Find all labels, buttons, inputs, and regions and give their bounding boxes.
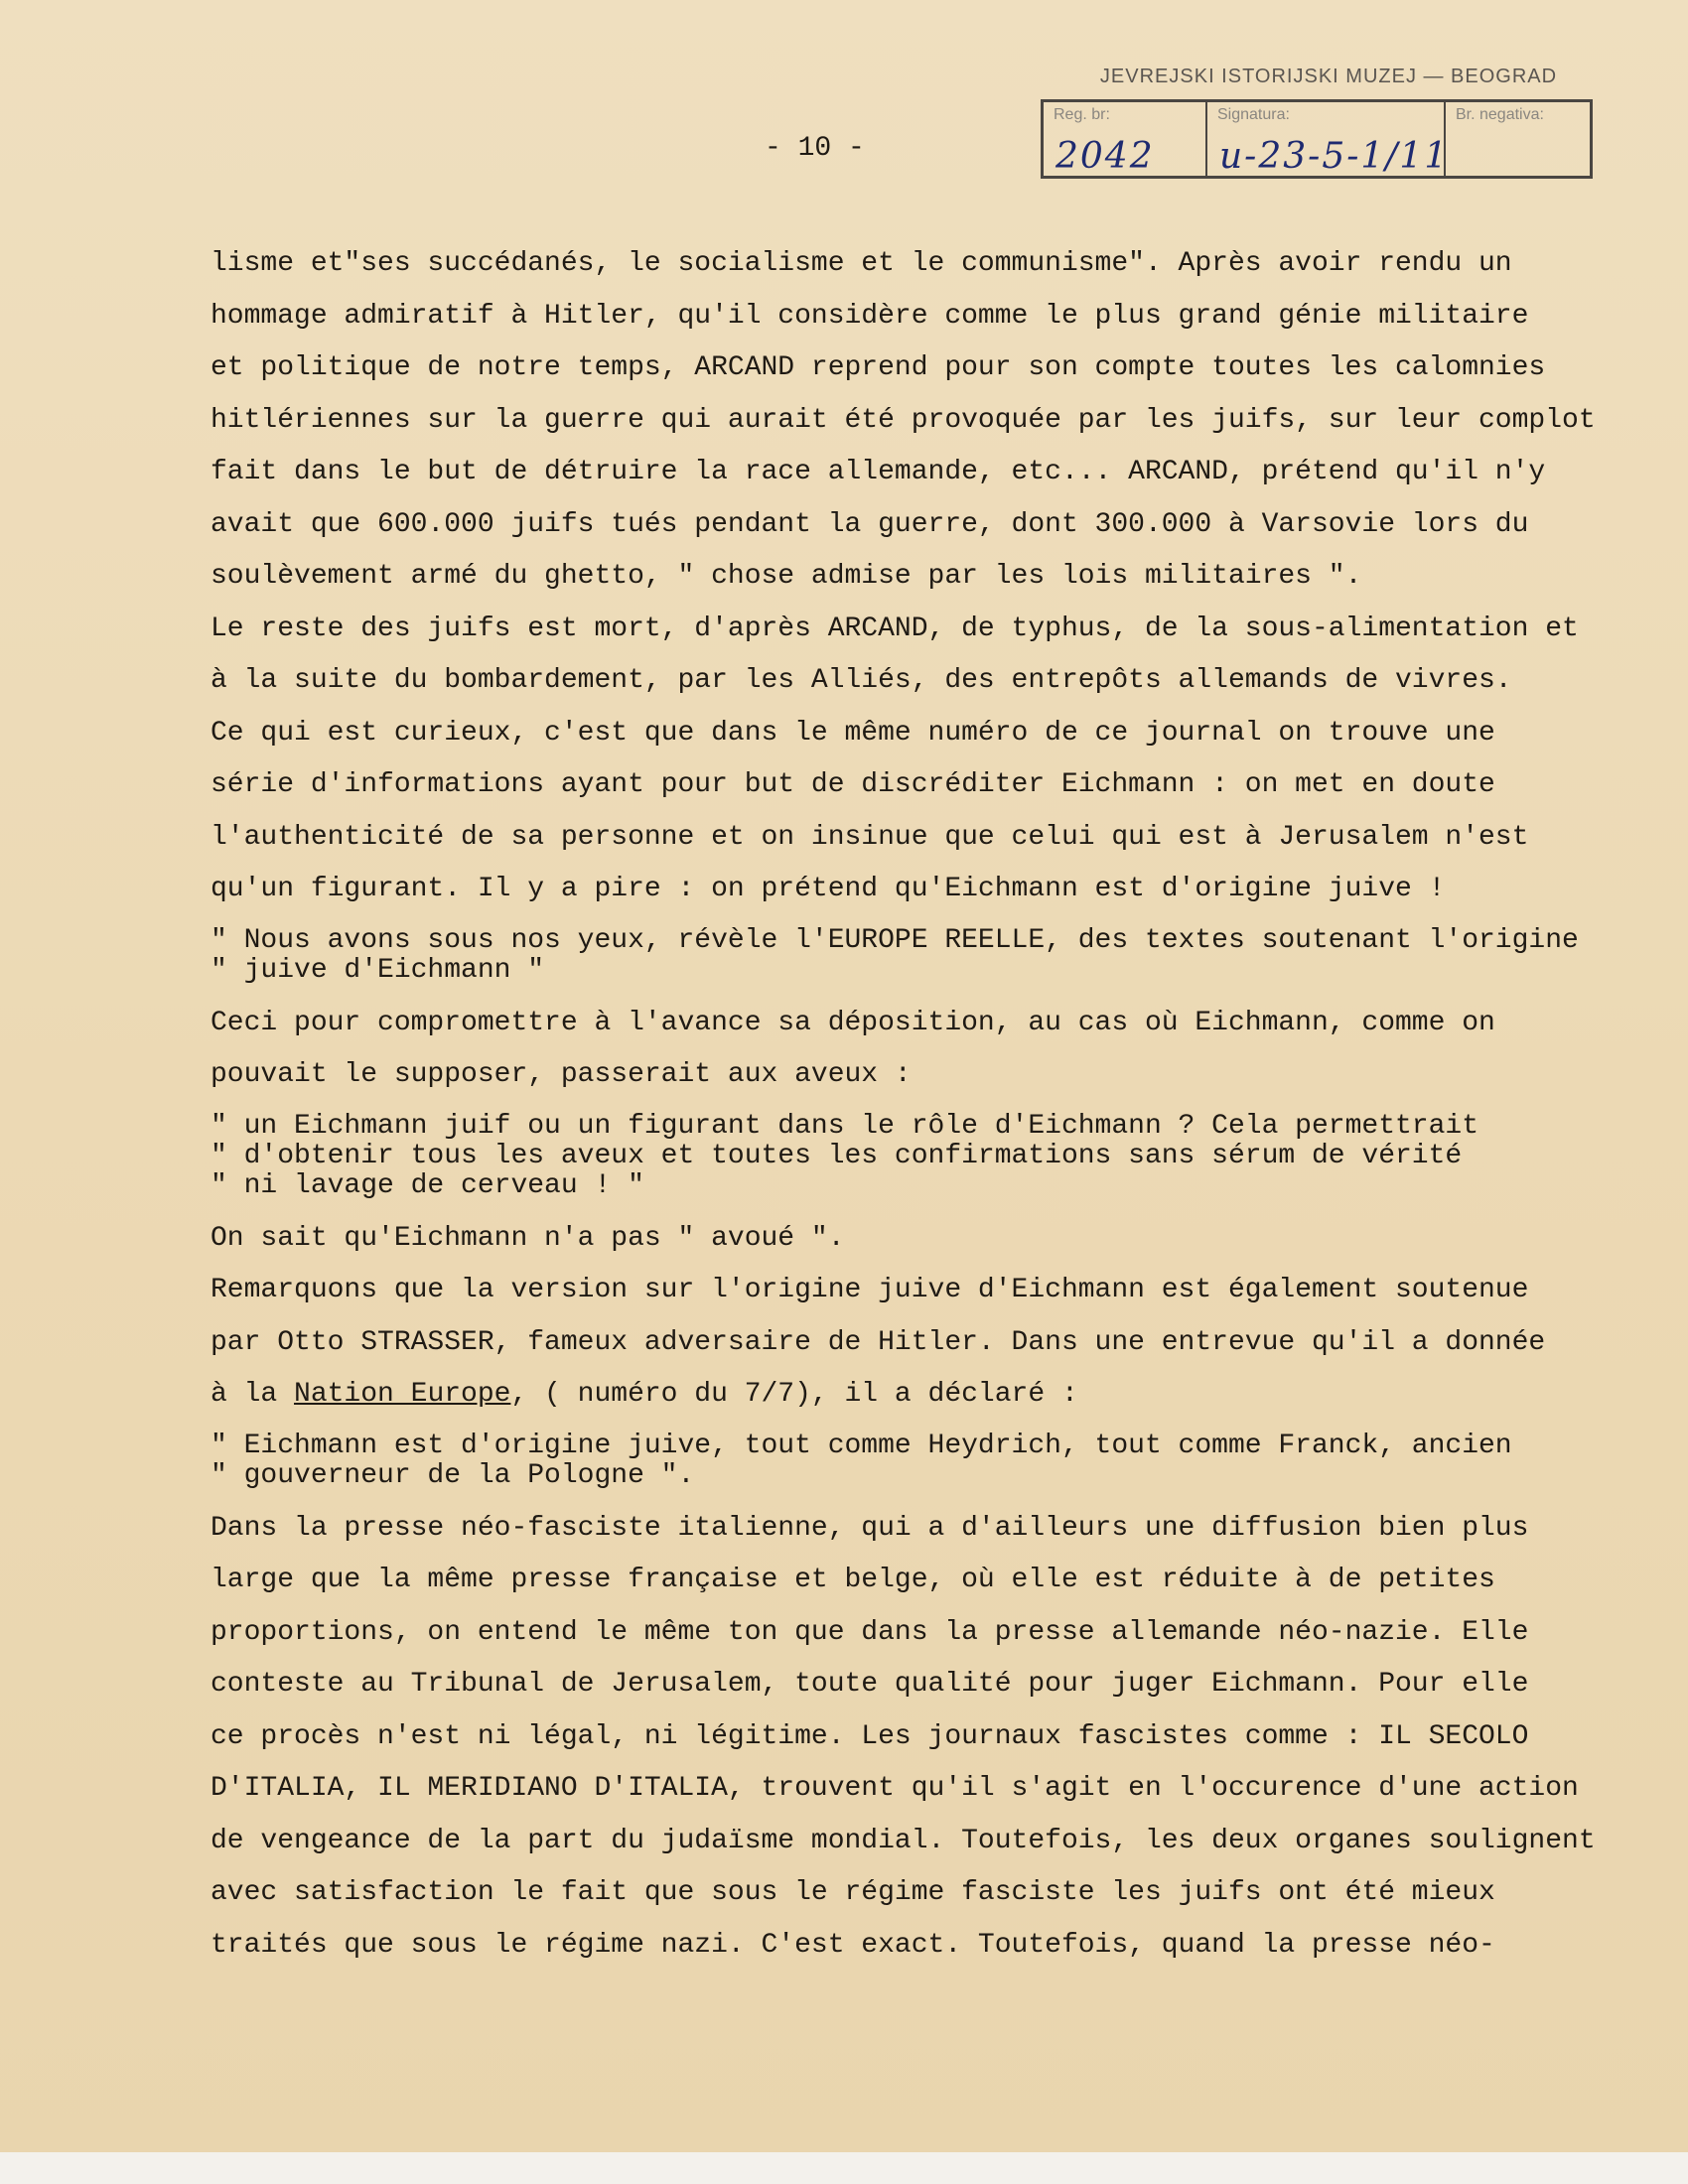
quote-line: " Nous avons sous nos yeux, révèle l'EUROPE REELLE, des textes soutenant l'origine [211, 924, 1579, 956]
stamp-signatura-label: Signatura: [1217, 106, 1290, 123]
quote-1 [211, 924, 1579, 986]
text-line: série d'informations ayant pour but de discréditer Eichmann : on met en doute [211, 769, 1495, 800]
text-line: à la suite du bombardement, par les Alliés, des entrepôts allemands de vivres. [211, 665, 1512, 696]
text-line: de vengeance de la part du judaïsme mondial. Toutefois, les deux organes soulignent [211, 1825, 1596, 1856]
quote-line: " d'obtenir tous les aveux et toutes les confirmations sans sérum de vérité [211, 1140, 1463, 1171]
text-line: On sait qu'Eichmann n'a pas " avoué ". [211, 1222, 845, 1254]
stamp-signatura-value: u-23-5-1/11 [1219, 136, 1450, 177]
text-line: hitlériennes sur la guerre qui aurait été provoquée par les juifs, sur leur complot [211, 404, 1596, 436]
stamp-reg-label: Reg. br: [1054, 106, 1110, 123]
quote-line: " Eichmann est d'origine juive, tout comme Heydrich, tout comme Franck, ancien [211, 1430, 1512, 1461]
text-line: traités que sous le régime nazi. C'est exact. Toutefois, quand la presse néo- [211, 1929, 1495, 1961]
quote-3 [211, 1432, 1531, 1491]
stamp-reg-value: 2042 [1055, 136, 1155, 177]
text-line: hommage admiratif à Hitler, qu'il considère comme le plus grand génie militaire [211, 300, 1529, 332]
stamp-negativ-cell [1446, 102, 1590, 176]
text-segment: , ( numéro du 7/7), il a déclaré : [510, 1379, 1078, 1410]
text-line: soulèvement armé du ghetto, " chose admise par les lois militaires ". [211, 561, 1362, 592]
scan-border [0, 2152, 1688, 2184]
paragraph-1 [211, 238, 1596, 916]
page-number: - 10 - [765, 133, 865, 164]
text-line: Dans la presse néo-fasciste italienne, qui a d'ailleurs une diffusion bien plus [211, 1512, 1529, 1544]
text-line: avec satisfaction le fait que sous le régime fasciste les juifs ont été mieux [211, 1877, 1495, 1908]
text-line: pouvait le supposer, passerait aux aveux : [211, 1059, 912, 1090]
quote-2 [211, 1112, 1531, 1201]
text-line: l'authenticité de sa personne et on insinue que celui qui est à Jerusalem n'est [211, 821, 1529, 853]
quote-line: " un Eichmann juif ou un figurant dans le rôle d'Eichmann ? Cela permettrait [211, 1110, 1479, 1142]
text-line: Ceci pour compromettre à l'avance sa déposition, au cas où Eichmann, comme on [211, 1007, 1495, 1038]
text-line: qu'un figurant. Il y a pire : on prétend qu'Eichmann est d'origine juive ! [211, 874, 1446, 904]
text-line: proportions, on entend le même ton que dans la presse allemande néo-nazie. Elle [211, 1616, 1529, 1648]
text-line: Ce qui est curieux, c'est que dans le même numéro de ce journal on trouve une [211, 717, 1495, 749]
paragraph-3 [211, 1213, 1546, 1422]
text-line: lisme et"ses succédanés, le socialisme et le communisme". Après avoir rendu un [211, 248, 1512, 279]
stamp-negativ-label: Br. negativa: [1456, 106, 1544, 123]
archive-stamp [1041, 99, 1593, 179]
text-line: D'ITALIA, IL MERIDIANO D'ITALIA, trouvent qu'il s'agit en l'occurence d'une action [211, 1773, 1579, 1804]
text-line: Le reste des juifs est mort, d'après ARCAND, de typhus, de la sous-alimentation et [211, 613, 1579, 644]
text-line: et politique de notre temps, ARCAND reprend pour son compte toutes les calomnies [211, 352, 1546, 383]
text-line: fait dans le but de détruire la race allemande, etc... ARCAND, prétend qu'il n'y [211, 457, 1546, 487]
stamp-signatura-cell [1207, 102, 1450, 177]
archive-stamp-institution: JEVREJSKI ISTORIJSKI MUZEJ — BEOGRAD [1099, 66, 1558, 87]
paragraph-2 [211, 998, 1531, 1102]
paragraph-4 [211, 1503, 1596, 1973]
text-line: par Otto STRASSER, fameux adversaire de Hitler. Dans une entrevue qu'il a donnée [211, 1326, 1546, 1358]
text-line: avait que 600.000 juifs tués pendant la guerre, dont 300.000 à Varsovie lors du [211, 508, 1529, 540]
text-line: ce procès n'est ni légal, ni légitime. Les journaux fascistes comme : IL SECOLO [211, 1720, 1529, 1752]
document-body [211, 238, 1596, 1972]
text-line: conteste au Tribunal de Jerusalem, toute qualité pour juger Eichmann. Pour elle [211, 1669, 1529, 1700]
stamp-reg-cell [1044, 102, 1207, 176]
text-line-with-underline [211, 1369, 1531, 1422]
quote-line: " gouverneur de la Pologne ". [211, 1459, 695, 1491]
underlined-publication-name: Nation Europe [294, 1379, 511, 1410]
text-segment: à la [211, 1379, 295, 1410]
text-line: Remarquons que la version sur l'origine juive d'Eichmann est également soutenue [211, 1275, 1529, 1305]
quote-line: " ni lavage de cerveau ! " [211, 1169, 644, 1201]
text-line: large que la même presse française et belge, où elle est réduite à de petites [211, 1565, 1495, 1595]
quote-line: " juive d'Eichmann " [211, 954, 545, 986]
